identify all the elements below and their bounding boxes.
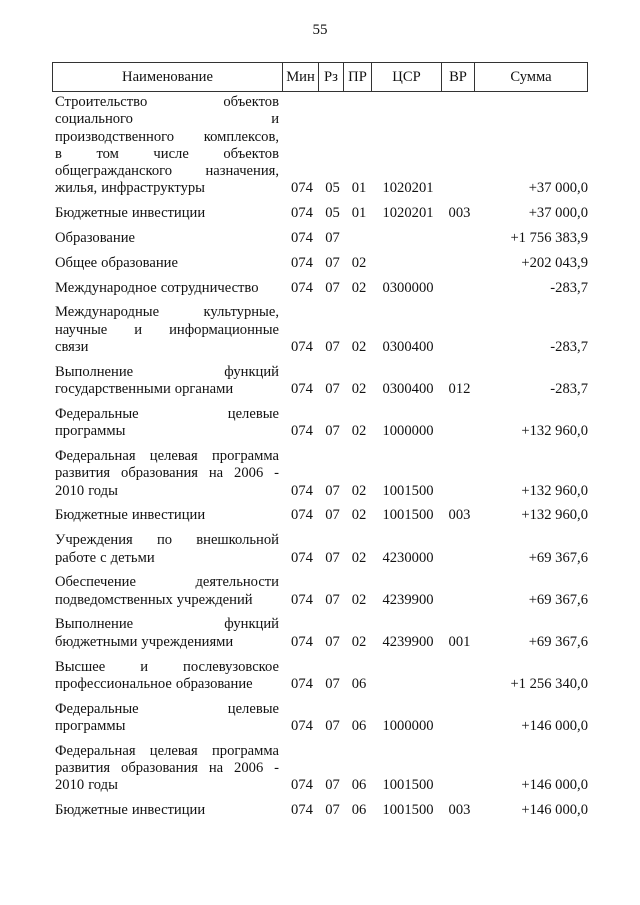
cell-pr: 06 [351,777,367,794]
header-name: Наименование [122,68,213,85]
row-name-line: Бюджетные инвестиции [55,507,206,524]
cell-sum: -283,7 [550,279,588,296]
cell-min: 074 [291,777,313,794]
cell-csr: 0300000 [382,279,434,296]
cell-rz: 07 [325,230,340,247]
cell-pr: 02 [351,423,367,440]
row-name-line: программы [55,423,126,440]
cell-rz: 07 [325,802,340,819]
row-name-line: Выполнение функций [55,363,279,380]
row-name-line: Учреждения по внешкольной [55,532,279,549]
cell-min: 074 [291,180,313,197]
header-rz: Рз [318,63,343,91]
row-name-line: подведомственных учреждений [55,591,253,608]
cell-csr: 0300400 [382,381,434,398]
cell-sum: +146 000,0 [521,802,588,819]
cell-pr: 06 [351,802,367,819]
row-name-line: в том числе объектов [55,145,279,162]
cell-sum: +146 000,0 [521,777,588,794]
row-name-line: 2010 годы [55,482,118,499]
table-row [55,255,588,272]
table-row [55,448,588,500]
cell-vr: 003 [448,507,471,524]
cell-min: 074 [291,205,313,222]
cell-pr: 02 [351,254,367,271]
cell-sum: +37 000,0 [528,205,588,222]
row-name-line: Федеральные целевые [55,405,279,422]
cell-csr: 4230000 [382,549,434,566]
cell-min: 074 [291,591,313,608]
cell-min: 074 [291,279,313,296]
table-row [55,364,588,399]
row-name-line: программы [55,717,126,734]
row-name-line: Строительство объектов [55,94,279,110]
cell-sum: +132 960,0 [521,482,588,499]
cell-vr: 001 [448,633,471,650]
row-name [55,205,279,222]
cell-pr: 02 [351,633,367,650]
cell-vr: 003 [448,205,471,222]
cell-sum: +146 000,0 [521,717,588,734]
row-name [55,364,279,399]
row-name [55,507,279,524]
cell-min: 074 [291,507,313,524]
cell-pr: 01 [351,205,367,222]
cell-csr: 1001500 [382,482,434,499]
cell-min: 074 [291,482,313,499]
cell-csr: 1001500 [382,507,434,524]
row-name-line: Обеспечение деятельности [55,574,279,591]
cell-min: 074 [291,423,313,440]
row-name-line: 2010 годы [55,777,118,794]
cell-rz: 07 [325,591,340,608]
cell-sum: +1 756 383,9 [510,230,588,247]
table-row [55,205,588,222]
cell-rz: 07 [325,507,340,524]
cell-rz: 07 [325,423,340,440]
cell-pr: 02 [351,279,367,296]
header-min: Мин [282,63,318,91]
table-row [55,574,588,609]
table-row [55,701,588,736]
row-name-line: развития образования на 2006 - [55,760,279,776]
cell-min: 074 [291,254,313,271]
table-row [55,616,588,651]
row-name-line: научные и информационные [55,321,279,338]
cell-sum: +1 256 340,0 [510,675,588,692]
row-name [55,574,279,609]
cell-csr: 1000000 [382,717,434,734]
cell-min: 074 [291,802,313,819]
row-name [55,448,279,500]
row-name [55,304,279,356]
row-name-line: Общее образование [55,254,178,271]
row-name [55,659,279,694]
cell-pr: 02 [351,591,367,608]
cell-min: 074 [291,675,313,692]
row-name [55,743,279,795]
row-name-line: Федеральные целевые [55,700,279,717]
row-name-line: бюджетными учреждениями [55,633,234,650]
row-name [55,532,279,567]
cell-pr: 06 [351,717,367,734]
cell-csr: 1020201 [382,180,434,197]
row-name-line: Высшее и послевузовское [55,658,279,675]
cell-csr: 4239900 [382,633,434,650]
table-row [55,280,588,297]
row-name [55,280,279,297]
row-name [55,230,279,247]
row-name-line: производственного комплексов, [55,128,279,145]
header-pr: ПР [343,63,371,91]
cell-sum: +202 043,9 [521,254,588,271]
row-name-line: работе с детьми [55,549,155,566]
row-name-line: Бюджетные инвестиции [55,205,206,222]
cell-sum: +132 960,0 [521,423,588,440]
cell-pr: 02 [351,507,367,524]
table-row [55,94,588,198]
row-name-line: профессиональное образование [55,675,253,692]
table-row [55,659,588,694]
header-csr: ЦСР [371,63,441,91]
cell-rz: 07 [325,549,340,566]
cell-min: 074 [291,381,313,398]
cell-sum: +69 367,6 [528,549,588,566]
cell-rz: 07 [325,777,340,794]
cell-vr: 003 [448,802,471,819]
cell-min: 074 [291,633,313,650]
header-vr: ВР [441,63,474,91]
cell-rz: 07 [325,254,340,271]
page-number: 55 [312,22,328,38]
cell-rz: 07 [325,381,340,398]
row-name-line: общегражданского назначения, [55,163,279,180]
cell-csr: 1001500 [382,802,434,819]
cell-min: 074 [291,339,313,356]
cell-rz: 07 [325,482,340,499]
table-row [55,230,588,247]
cell-csr: 1000000 [382,423,434,440]
row-name-line: Федеральная целевая программа [55,742,279,759]
row-name-line: государственными органами [55,381,234,398]
row-name-line: связи [55,339,89,356]
row-name-line: Международные культурные, [55,304,279,321]
header-sum: Сумма [474,63,587,91]
cell-csr: 0300400 [382,339,434,356]
table-row [55,507,588,524]
row-name [55,94,279,198]
cell-csr: 1001500 [382,777,434,794]
cell-pr: 02 [351,381,367,398]
row-name [55,255,279,272]
row-name-line: Выполнение функций [55,616,279,633]
cell-rz: 05 [325,180,340,197]
cell-pr: 06 [351,675,367,692]
cell-rz: 07 [325,633,340,650]
cell-min: 074 [291,717,313,734]
table-body [55,94,588,827]
row-name [55,701,279,736]
table-header [52,62,588,92]
cell-sum: +132 960,0 [521,507,588,524]
row-name-line: жилья, инфраструктуры [55,180,205,197]
cell-csr: 4239900 [382,591,434,608]
row-name [55,406,279,441]
row-name [55,616,279,651]
table-row [55,802,588,819]
cell-min: 074 [291,549,313,566]
cell-pr: 02 [351,482,367,499]
row-name-line: Бюджетные инвестиции [55,802,206,819]
cell-sum: -283,7 [550,381,588,398]
cell-vr: 012 [448,381,471,398]
row-name-line: развития образования на 2006 - [55,465,279,482]
cell-rz: 07 [325,279,340,296]
table-row [55,304,588,356]
row-name-line: Международное сотрудничество [55,279,259,296]
cell-rz: 05 [325,205,340,222]
cell-rz: 07 [325,675,340,692]
cell-rz: 07 [325,339,340,356]
row-name [55,802,279,819]
row-name-line: социального и [55,111,279,128]
cell-sum: -283,7 [550,339,588,356]
cell-pr: 02 [351,549,367,566]
cell-sum: +37 000,0 [528,180,588,197]
row-name-line: Федеральная целевая программа [55,448,279,465]
row-name-line: Образование [55,230,135,247]
cell-pr: 01 [351,180,367,197]
cell-pr: 02 [351,339,367,356]
cell-rz: 07 [325,717,340,734]
table-row [55,532,588,567]
cell-sum: +69 367,6 [528,633,588,650]
cell-sum: +69 367,6 [528,591,588,608]
table-row [55,406,588,441]
cell-min: 074 [291,230,313,247]
table-row [55,743,588,795]
cell-csr: 1020201 [382,205,434,222]
